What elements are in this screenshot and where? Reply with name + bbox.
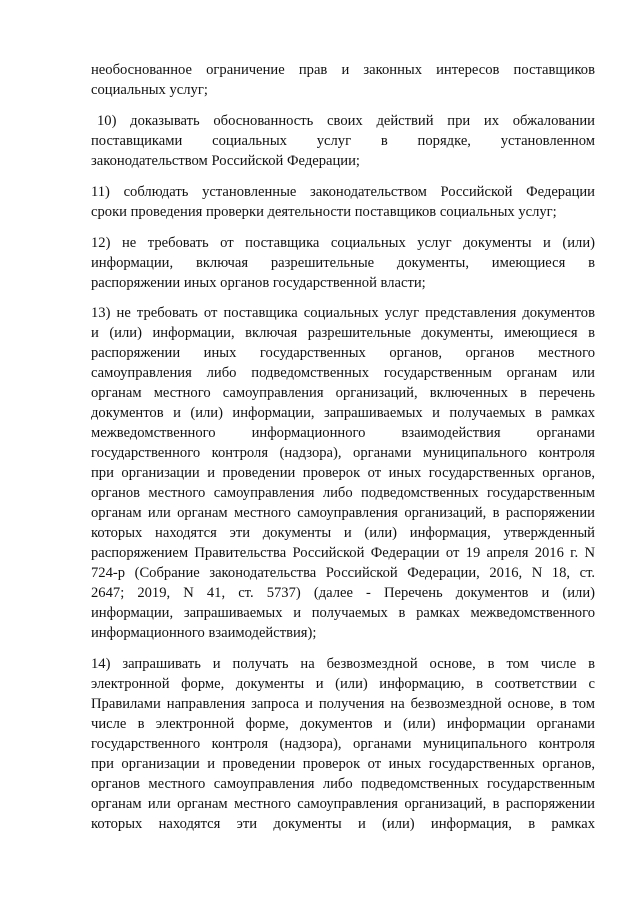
text-line: социальных услуг; bbox=[91, 82, 208, 98]
text-line: при организации и проведении проверок от иных государственных органов, bbox=[91, 465, 595, 481]
text-line: 10) доказывать обоснованность своих действий при их обжаловании bbox=[97, 113, 595, 129]
text-line: 11) соблюдать установленные законодательством Российской Федерации bbox=[91, 184, 595, 200]
text-line: 12) не требовать от поставщика социальных услуг документы и (или) bbox=[91, 235, 595, 251]
text-line: органов местного самоуправления либо подведомственных государственным bbox=[91, 776, 595, 792]
text-line: необоснованное ограничение прав и законных интересов поставщиков bbox=[91, 62, 595, 78]
text-line: самоуправления либо подведомственных государственным органам или bbox=[91, 365, 595, 381]
text-line: органов местного самоуправления либо подведомственных государственным bbox=[91, 485, 595, 501]
text-line: органам или органам местного самоуправления организаций, в распоряжении bbox=[91, 505, 595, 521]
text-line: 13) не требовать от поставщика социальных услуг представления документов bbox=[91, 305, 595, 321]
text-line: информационного взаимодействия); bbox=[91, 625, 317, 641]
text-line: сроки проведения проверки деятельности поставщиков социальных услуг; bbox=[91, 204, 557, 220]
text-line: распоряжением Правительства Российской Федерации от 19 апреля 2016 г. N bbox=[91, 545, 595, 561]
text-line: распоряжении иных органов государственной власти; bbox=[91, 275, 426, 291]
text-line: документов и (или) информации, запрашиваемых и получаемых в рамках bbox=[91, 405, 595, 421]
text-line: Правилами направления запроса и получения на безвозмездной основе, в том bbox=[91, 696, 595, 712]
text-line: числе в электронной форме, документов и (или) информации органами bbox=[91, 716, 595, 732]
text-line: информации, включая разрешительные документы, имеющиеся в bbox=[91, 255, 595, 271]
text-line: которых находятся эти документы и (или) информация, утвержденный bbox=[91, 525, 595, 541]
text-line: электронной форме, документы и (или) информацию, в соответствии с bbox=[91, 676, 595, 692]
text-line: распоряжении иных государственных органов, органов местного bbox=[91, 345, 595, 361]
text-line: 2647; 2019, N 41, ст. 5737) (далее - Перечень документов и (или) bbox=[91, 585, 595, 601]
text-line: государственного контроля (надзора), органами муниципального контроля bbox=[91, 445, 595, 461]
text-line: законодательством Российской Федерации; bbox=[91, 153, 360, 169]
text-line: органам местного самоуправления организаций, включенных в перечень bbox=[91, 385, 595, 401]
text-line: поставщиками социальных услуг в порядке, установленном bbox=[91, 133, 595, 149]
text-line: и (или) информации, включая разрешительные документы, имеющиеся в bbox=[91, 325, 595, 341]
text-line: которых находятся эти документы и (или) информация, в рамках bbox=[91, 816, 595, 832]
text-line: 724-р (Собрание законодательства Российской Федерации, 2016, N 18, ст. bbox=[91, 565, 595, 581]
text-line: при организации и проведении проверок от иных государственных органов, bbox=[91, 756, 595, 772]
text-line: информации, запрашиваемых и получаемых в рамках межведомственного bbox=[91, 605, 595, 621]
text-line: государственного контроля (надзора), органами муниципального контроля bbox=[91, 736, 595, 752]
text-line: межведомственного информационного взаимодействия органами bbox=[91, 425, 595, 441]
text-line: органам или органам местного самоуправления организаций, в распоряжении bbox=[91, 796, 595, 812]
text-line: 14) запрашивать и получать на безвозмездной основе, в том числе в bbox=[91, 656, 595, 672]
